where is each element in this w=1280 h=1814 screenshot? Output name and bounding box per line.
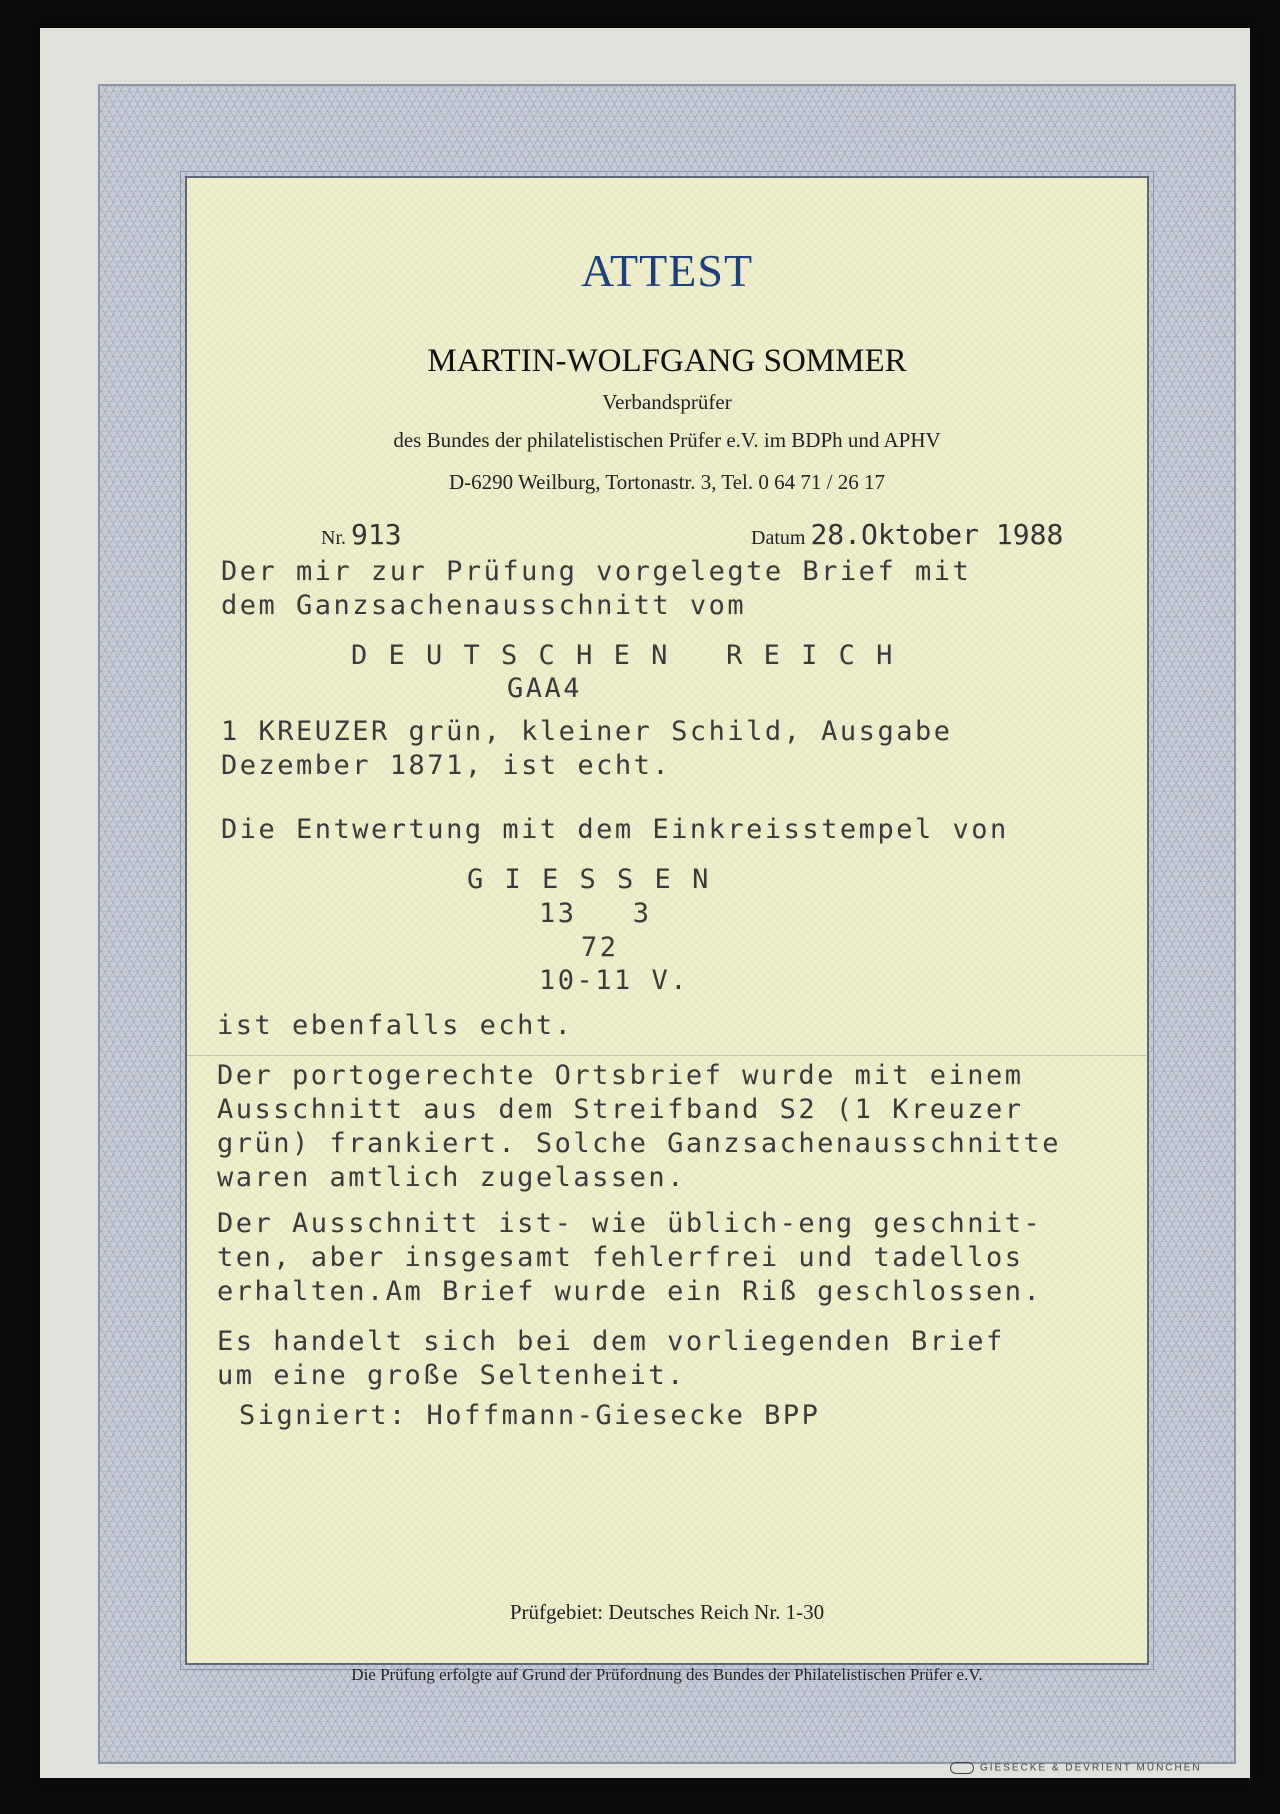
printer-name: GIESECKE & DEVRIENT MÜNCHEN	[980, 1762, 1202, 1774]
body-line: 10-11 V.	[539, 965, 690, 996]
examiner-address: D-6290 Weilburg, Tortonastr. 3, Tel. 0 64 71 / 26 17	[449, 470, 885, 494]
printer-imprint	[950, 1762, 1202, 1774]
date-value: 28.Oktober 1988	[810, 518, 1064, 551]
body-line: 1 KREUZER grün, kleiner Schild, Ausgabe	[221, 716, 953, 747]
certificate-sheet	[40, 28, 1250, 1778]
certificate-number	[321, 518, 402, 551]
body-line: Der portogerechte Ortsbrief wurde mit einem	[217, 1060, 1024, 1091]
body-line: ist ebenfalls echt.	[217, 1010, 574, 1041]
body-line: Es handelt sich bei dem vorliegenden Brief	[217, 1326, 1005, 1357]
body-line: waren amtlich zugelassen.	[217, 1162, 686, 1193]
body-line: ten, aber insgesamt fehlerfrei und tadellos	[217, 1242, 1024, 1273]
signature-line: Signiert: Hoffmann-Giesecke BPP	[239, 1400, 821, 1431]
examiner-association: des Bundes der philatelistischen Prüfer e.V. im BDPh und APHV	[393, 428, 941, 452]
body-line: GAA4	[507, 673, 583, 704]
body-line: Ausschnitt aus dem Streifband S2 (1 Kreuzer	[217, 1094, 1024, 1125]
number-value: 913	[351, 518, 402, 551]
body-line: Der mir zur Prüfung vorgelegte Brief mit	[221, 556, 972, 587]
body-line: 13 3	[539, 898, 652, 929]
body-line: 72	[581, 932, 619, 963]
fold-line	[187, 1055, 1147, 1056]
body-line: erhalten.Am Brief wurde ein Riß geschlossen.	[217, 1276, 1043, 1307]
certificate-panel	[185, 176, 1149, 1684]
body-line: Der Ausschnitt ist- wie üblich-eng geschnit-	[217, 1208, 1043, 1239]
body-line: Dezember 1871, ist echt.	[221, 750, 672, 781]
certificate-title: ATTEST	[580, 245, 754, 296]
body-line: G I E S S E N	[467, 864, 711, 895]
certificate-date	[751, 518, 1063, 551]
examination-scope: Prüfgebiet: Deutsches Reich Nr. 1-30	[509, 1600, 825, 1624]
body-line: dem Ganzsachenausschnitt vom	[221, 590, 747, 621]
body-line: Die Entwertung mit dem Einkreisstempel von	[221, 814, 1009, 845]
body-line: D E U T S C H E N R E I C H	[351, 640, 895, 671]
examiner-name: MARTIN-WOLFGANG SOMMER	[427, 343, 907, 379]
date-label: Datum	[751, 527, 806, 549]
printer-logo-icon	[950, 1762, 974, 1774]
examiner-role: Verbandsprüfer	[602, 390, 732, 414]
body-line: um eine große Seltenheit.	[217, 1360, 686, 1391]
examination-basis: Die Prüfung erfolgte auf Grund der Prüfordnung des Bundes der Philatelistischen Prüfer e.V.	[351, 1665, 983, 1684]
number-label: Nr.	[321, 527, 346, 549]
body-line: grün) frankiert. Solche Ganzsachenausschnitte	[217, 1128, 1061, 1159]
